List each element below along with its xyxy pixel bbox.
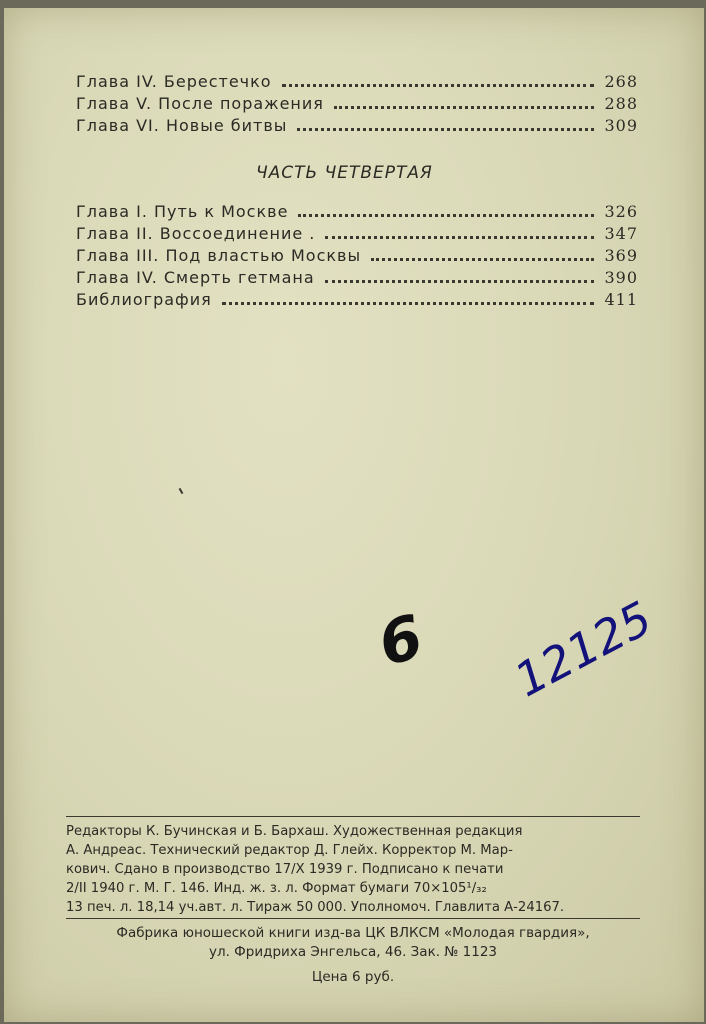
toc-entry-title: Глава V. После поражения	[76, 94, 324, 113]
toc-entry	[76, 268, 638, 290]
price-label: Цена 6 руб.	[311, 969, 395, 985]
imprint-top-rule	[66, 816, 640, 817]
toc-entry-page: 411	[604, 290, 638, 309]
toc-entry-page: 288	[604, 94, 638, 113]
imprint-line: кович. Сдано в производство 17/X 1939 г. Подписано к печати	[66, 862, 504, 877]
toc-entry	[76, 116, 638, 138]
toc-entry-title: Глава II. Воссоединение .	[76, 224, 316, 243]
printer-line: ул. Фридриха Энгельса, 46. Зак. № 1123	[208, 944, 498, 960]
imprint-line: 13 печ. л. 18,14 уч.авт. л. Тираж 50 000. Уполномоч. Главлита А-24167.	[66, 900, 565, 915]
dot-leader	[298, 214, 594, 217]
dot-leader	[325, 280, 594, 283]
toc-entry-page: 309	[604, 116, 638, 135]
toc-entry-page: 369	[604, 246, 638, 265]
dot-leader	[297, 128, 594, 131]
dot-leader	[222, 302, 594, 305]
imprint-line: 2/II 1940 г. М. Г. 146. Инд. ж. з. л. Формат бумаги 70×105¹/₃₂	[66, 881, 487, 896]
toc-section-top	[76, 72, 638, 138]
toc-entry-page: 326	[604, 202, 638, 221]
toc-entry	[76, 290, 638, 312]
imprint-line: Редакторы К. Бучинская и Б. Бархаш. Художественная редакция	[66, 824, 523, 839]
toc-entry-title: Глава I. Путь к Москве	[76, 202, 289, 221]
toc-entry-title: Глава III. Под властью Москвы	[76, 246, 362, 265]
paper-blemish	[179, 488, 184, 494]
printer-line: Фабрика юношеской книги изд-ва ЦК ВЛКСМ «Молодая гвардия»,	[116, 925, 590, 941]
toc-entry-page: 347	[604, 224, 638, 243]
dot-leader	[334, 106, 594, 109]
toc-entry-title: Библиография	[76, 290, 212, 309]
toc-entry	[76, 72, 638, 94]
toc-entry-title: Глава IV. Смерть гетмана	[76, 268, 315, 287]
toc-entry	[76, 94, 638, 116]
toc-entry	[76, 202, 638, 224]
dot-leader	[282, 84, 594, 87]
toc-entry-title: Глава IV. Берестечко	[76, 72, 272, 91]
toc-entry-title: Глава VI. Новые битвы	[76, 116, 288, 135]
toc-entry	[76, 246, 638, 268]
toc-entry-page: 390	[604, 268, 638, 287]
toc-entry-page: 268	[604, 72, 638, 91]
dot-leader	[325, 236, 594, 239]
handwritten-inventory-number: 12125	[505, 590, 661, 708]
toc-section-part4	[76, 202, 638, 312]
imprint-bottom-rule	[66, 918, 640, 919]
part-heading: ЧАСТЬ ЧЕТВЕРТАЯ	[256, 163, 433, 183]
imprint-block	[66, 822, 640, 917]
book-page	[4, 8, 704, 1022]
toc-entry	[76, 224, 638, 246]
handwritten-mark: 6	[371, 601, 431, 681]
printer-info	[60, 924, 646, 987]
imprint-line: А. Андреас. Технический редактор Д. Глейх. Корректор М. Мар-	[66, 843, 513, 858]
dot-leader	[371, 258, 594, 261]
